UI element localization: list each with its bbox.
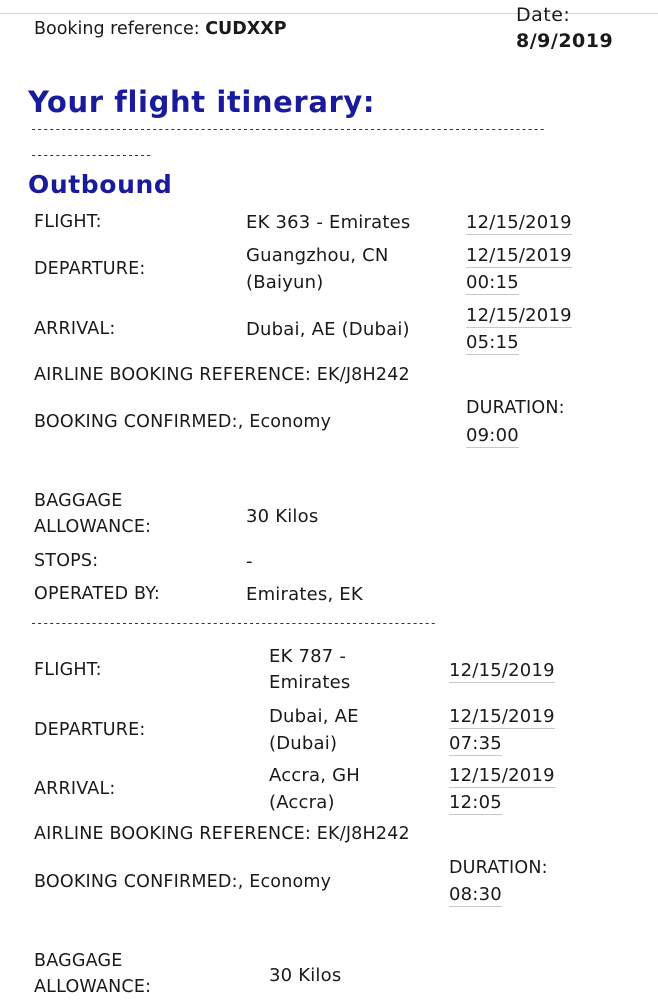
duration-label: DURATION:	[449, 858, 548, 878]
arrival-time[interactable]: 05:15	[466, 332, 519, 353]
airline-booking-reference-value: EK/J8H242	[316, 824, 410, 844]
arrival-location: Dubai, AE (Dubai)	[246, 319, 410, 340]
flight-date[interactable]: 12/15/2019	[466, 212, 572, 233]
booking-confirmed	[34, 869, 331, 896]
booking-confirmed-label: BOOKING CONFIRMED:	[34, 412, 238, 432]
departure-label: DEPARTURE:	[34, 259, 146, 279]
page-title: Your flight itinerary:	[28, 85, 376, 119]
booking-confirmed	[34, 409, 331, 436]
departure-time[interactable]: 07:35	[449, 733, 502, 754]
flight-number: EK 787 -	[269, 646, 347, 667]
airline-booking-reference-label: AIRLINE BOOKING REFERENCE:	[34, 365, 312, 385]
booking-confirmed-label: BOOKING CONFIRMED:	[34, 872, 238, 892]
separator-line: -------------------------------------------------------------------------------------	[30, 122, 545, 136]
airline-booking-reference	[34, 821, 410, 848]
duration-value[interactable]: 09:00	[466, 425, 519, 446]
baggage-label-line2: ALLOWANCE:	[34, 977, 152, 997]
flight-label: FLIGHT:	[34, 660, 102, 680]
operated-by-label: OPERATED BY:	[34, 584, 160, 604]
airline-booking-reference	[34, 362, 410, 389]
flight-airline: Emirates	[269, 672, 351, 693]
baggage-value: 30 Kilos	[269, 965, 342, 986]
section-title-outbound: Outbound	[28, 170, 173, 199]
baggage-label-line2: ALLOWANCE:	[34, 517, 152, 537]
flight-date[interactable]: 12/15/2019	[449, 660, 555, 681]
booking-reference	[34, 16, 287, 42]
segment-separator: -------------------------------------------------------------------	[30, 616, 436, 630]
arrival-airport: (Accra)	[269, 792, 335, 813]
booking-reference-label: Booking reference:	[34, 19, 200, 39]
departure-date[interactable]: 12/15/2019	[449, 706, 555, 727]
flight-label: FLIGHT:	[34, 212, 102, 232]
duration-value[interactable]: 08:30	[449, 884, 502, 905]
departure-location: Dubai, AE	[269, 706, 359, 727]
operated-by-value: Emirates, EK	[246, 584, 363, 605]
arrival-location: Accra, GH	[269, 765, 360, 786]
booking-reference-value: CUDXXP	[205, 19, 287, 39]
duration-label: DURATION:	[466, 398, 565, 418]
departure-location: Guangzhou, CN	[246, 245, 389, 266]
airline-booking-reference-label: AIRLINE BOOKING REFERENCE:	[34, 824, 312, 844]
baggage-label-line1: BAGGAGE	[34, 951, 123, 971]
date-label: Date:	[516, 4, 571, 26]
separator-line-cont: --------------------	[30, 148, 152, 162]
baggage-value: 30 Kilos	[246, 506, 319, 527]
stops-label: STOPS:	[34, 551, 99, 571]
arrival-date[interactable]: 12/15/2019	[449, 765, 555, 786]
baggage-label-line1: BAGGAGE	[34, 491, 123, 511]
arrival-label: ARRIVAL:	[34, 779, 116, 799]
date-value: 8/9/2019	[516, 30, 614, 52]
departure-airport: (Dubai)	[269, 733, 338, 754]
arrival-date[interactable]: 12/15/2019	[466, 305, 572, 326]
arrival-label: ARRIVAL:	[34, 319, 116, 339]
arrival-time[interactable]: 12:05	[449, 792, 502, 813]
departure-date[interactable]: 12/15/2019	[466, 245, 572, 266]
departure-time[interactable]: 00:15	[466, 272, 519, 293]
departure-label: DEPARTURE:	[34, 720, 146, 740]
stops-value: -	[246, 551, 253, 572]
booking-confirmed-value: , Economy	[237, 412, 332, 432]
booking-confirmed-value: , Economy	[237, 872, 332, 892]
airline-booking-reference-value: EK/J8H242	[316, 365, 410, 385]
flight-number: EK 363 - Emirates	[246, 212, 411, 233]
departure-airport: (Baiyun)	[246, 272, 324, 293]
